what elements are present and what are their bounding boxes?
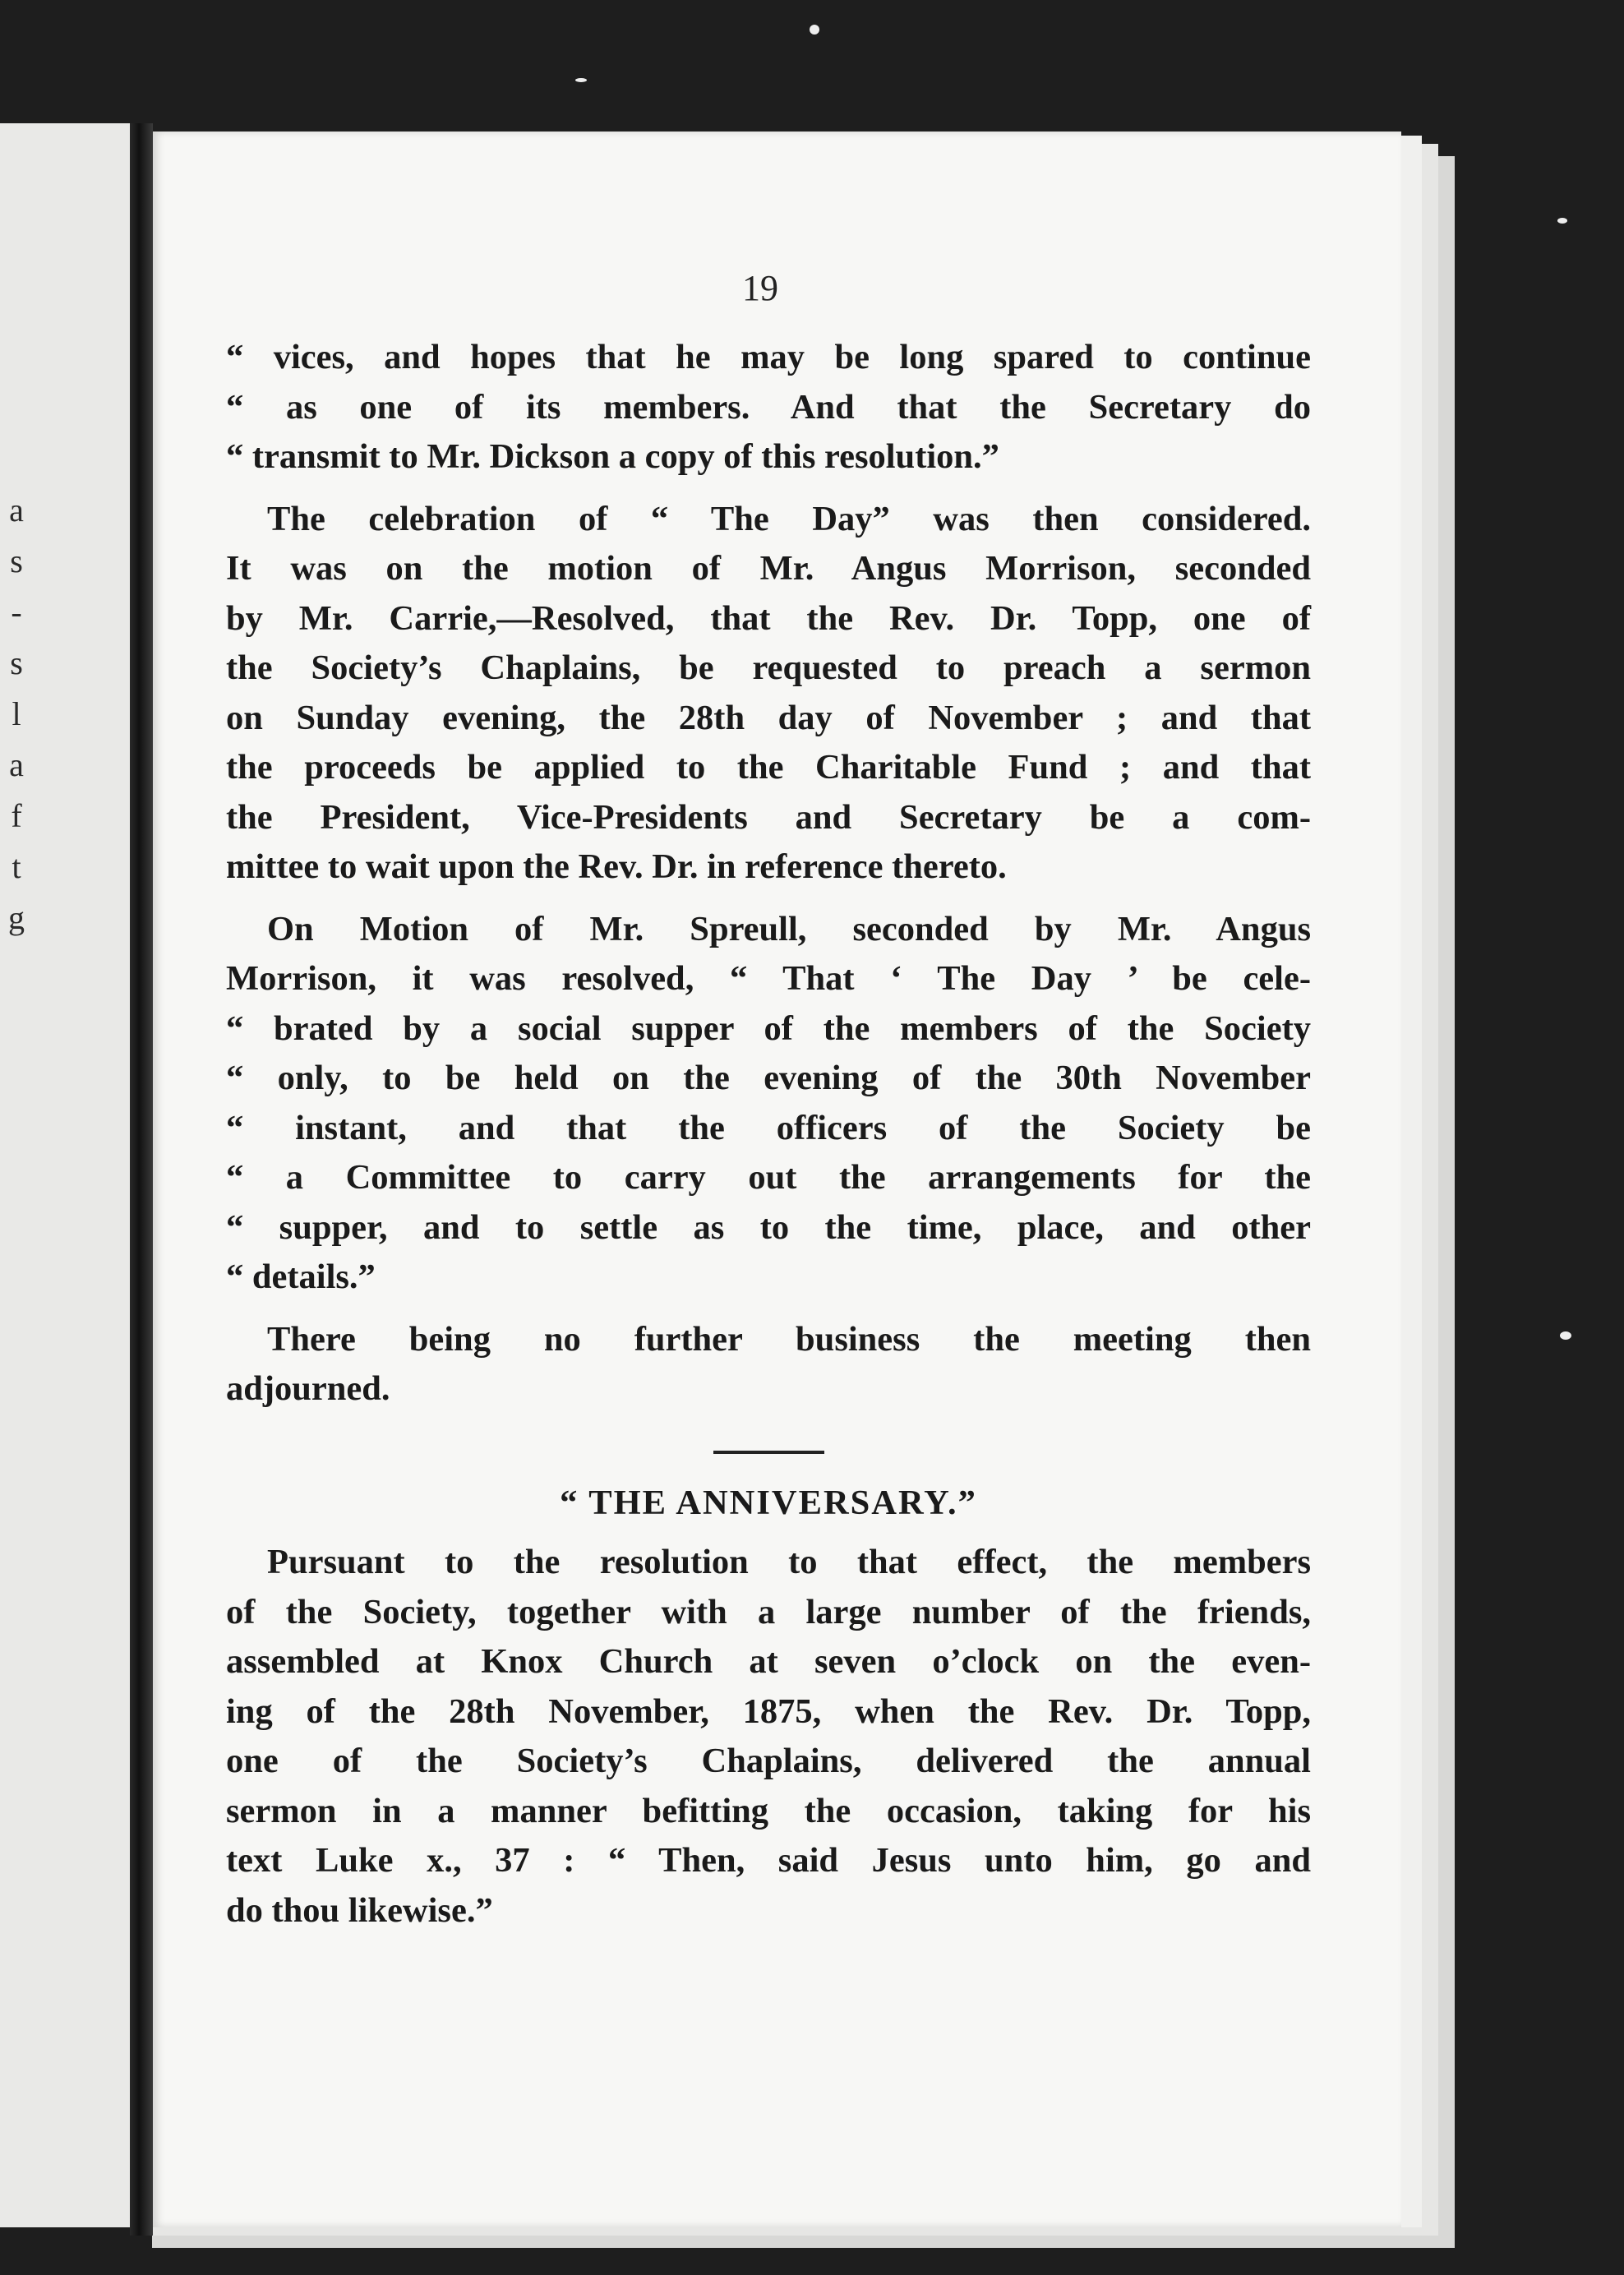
dust-speck — [1560, 1331, 1571, 1340]
paragraph — [226, 1315, 1311, 1414]
text-line: “ a Committee to carry out the arrangements for the — [226, 1158, 1311, 1197]
cut-letter: a — [9, 491, 24, 528]
dust-speck — [810, 25, 819, 35]
text-line: “ transmit to Mr. Dickson a copy of this resolution.” — [226, 437, 999, 476]
dust-speck — [1557, 218, 1567, 224]
cut-letter: l — [12, 695, 21, 732]
text-line: adjourned. — [226, 1369, 390, 1408]
text-line: assembled at Knox Church at seven o’clock on the even- — [226, 1642, 1311, 1681]
text-line: On Motion of Mr. Spreull, seconded by Mr. Angus — [267, 909, 1311, 948]
cut-letter: a — [9, 746, 24, 783]
facing-page-cut-text — [0, 485, 33, 944]
text-line: “ brated by a social supper of the members of the Society — [226, 1008, 1311, 1048]
page-number: 19 — [742, 268, 778, 308]
text-line: “ supper, and to settle as to the time, place, and other — [226, 1207, 1311, 1247]
text-line: “ as one of its members. And that the Secretary do — [226, 387, 1311, 427]
text-line: do thou likewise.” — [226, 1890, 493, 1930]
paragraph — [226, 1538, 1311, 1936]
text-line: sermon in a manner befitting the occasion, taking for his — [226, 1791, 1311, 1830]
paragraph — [226, 905, 1311, 1303]
text-line: mittee to wait upon the Rev. Dr. in reference thereto. — [226, 847, 1007, 886]
text-line: “ vices, and hopes that he may be long spared to continue — [226, 338, 1311, 376]
paragraph — [226, 495, 1311, 893]
text-line: Morrison, it was resolved, “ That ‘ The Day ’ be cele- — [226, 959, 1311, 998]
text-line: one of the Society’s Chaplains, delivered the annual — [226, 1742, 1311, 1780]
section-divider — [713, 1451, 824, 1454]
text-line: the President, Vice-Presidents and Secretary be a com- — [226, 797, 1311, 837]
cut-letter: s — [10, 542, 23, 579]
text-line: It was on the motion of Mr. Angus Morrison, seconded — [226, 549, 1311, 588]
paragraph — [226, 333, 1311, 482]
section-heading: “ THE ANNIVERSARY.” — [560, 1483, 977, 1522]
text-line: “ instant, and that the officers of the Society be — [226, 1108, 1311, 1147]
cut-letter: - — [11, 593, 22, 630]
text-line: of the Society, together with a large number of the friends, — [226, 1592, 1311, 1631]
text-line: the Society’s Chaplains, be requested to preach a sermon — [226, 648, 1311, 687]
cut-letter: g — [8, 899, 25, 936]
text-line: “ only, to be held on the evening of the 30th November — [226, 1059, 1311, 1097]
text-line: “ details.” — [226, 1257, 376, 1296]
text-line: the proceeds be applied to the Charitable Fund ; and that — [226, 748, 1311, 787]
text-line: by Mr. Carrie,—Resolved, that the Rev. Dr. Topp, one of — [226, 598, 1311, 638]
book-gutter — [130, 123, 153, 2236]
text-line: ing of the 28th November, 1875, when the Rev. Dr. Topp, — [226, 1691, 1311, 1731]
cut-letter: s — [10, 644, 23, 681]
cut-letter: f — [11, 797, 22, 834]
book-page-right — [152, 132, 1401, 2227]
text-line: There being no further business the meeting then — [267, 1319, 1311, 1359]
text-line: on Sunday evening, the 28th day of November ; and that — [226, 698, 1311, 737]
text-line: The celebration of “ The Day” was then considered. — [267, 499, 1311, 538]
facing-page-left — [0, 123, 140, 2227]
text-line: Pursuant to the resolution to that effect, the members — [267, 1543, 1311, 1581]
cut-letter: t — [12, 848, 21, 885]
page-body-text — [226, 333, 1311, 1936]
text-line: text Luke x., 37 : “ Then, said Jesus unto him, go and — [226, 1841, 1311, 1880]
dust-speck — [575, 78, 587, 82]
